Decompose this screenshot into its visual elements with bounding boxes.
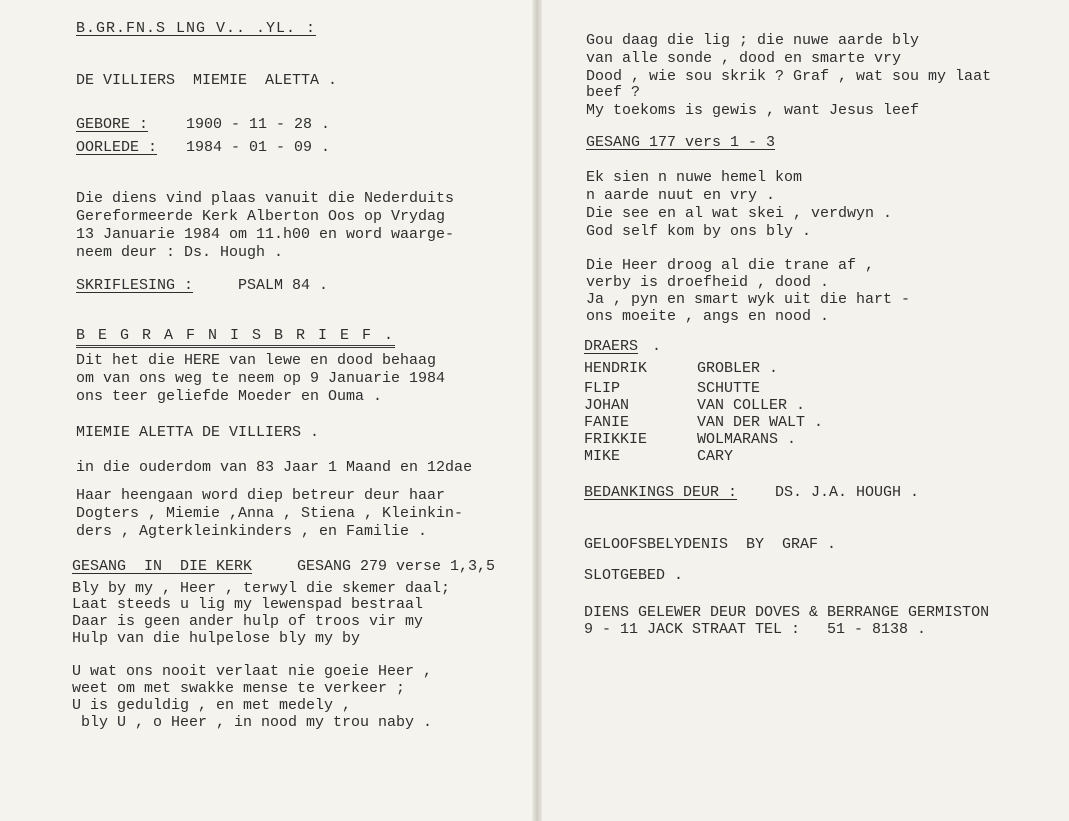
letter-heading-wrap — [76, 326, 395, 345]
hymn-line: weet om met swakke mense te verkeer ; — [72, 680, 406, 697]
service-line: neem deur : Ds. Hough . — [76, 244, 284, 261]
verse-cont-line: Gou daag die lig ; die nuwe aarde bly — [586, 32, 920, 49]
undertaker-line: 9 - 11 JACK STRAAT TEL : 51 - 8138 . — [584, 621, 927, 638]
closing-prayer: SLOTGEBED . — [584, 567, 684, 584]
hymn-line: verby is droefheid , dood . — [586, 274, 830, 291]
header-title: B.GR.FN.S LNG V.. .YL. : — [76, 20, 317, 37]
born-label: GEBORE : — [76, 116, 149, 133]
right-page — [537, 0, 1069, 821]
hymn-line: Die see en al wat skei , verdwyn . — [586, 205, 893, 222]
scripture-label: SKRIFLESING : — [76, 277, 194, 294]
hymn-line: Daar is geen ander hulp of troos vir my — [72, 613, 424, 630]
hymn-line: Ja , pyn en smart wyk uit die hart - — [586, 291, 911, 308]
hymn-line: n aarde nuut en vry . — [586, 187, 776, 204]
hymn-line: Die Heer droog al die trane af , — [586, 257, 875, 274]
letter-heading: B E G R A F N I S B R I E F . — [76, 327, 395, 348]
died-date: 1984 - 01 - 09 . — [186, 139, 331, 156]
verse-cont-line: van alle sonde , dood en smarte vry — [586, 50, 902, 67]
bearer-first: MIKE — [584, 448, 621, 465]
bearer-last: VAN DER WALT . — [697, 414, 824, 431]
verse-cont-line: beef ? — [586, 84, 641, 101]
service-line: 13 Januarie 1984 om 11.h00 en word waarge- — [76, 226, 455, 243]
bearer-first: HENDRIK — [584, 360, 648, 377]
page-fold — [532, 0, 542, 821]
bearers-heading-dot: . — [652, 338, 662, 355]
hymn-church-label: GESANG IN DIE KERK — [72, 558, 253, 575]
mourn-line: Haar heengaan word diep betreur deur haar — [76, 487, 446, 504]
age-line: in die ouderdom van 83 Jaar 1 Maand en 12dae — [76, 459, 473, 476]
hymn-line: Laat steeds u lig my lewenspad bestraal — [72, 596, 424, 613]
service-line: Die diens vind plaas vanuit die Nederduits — [76, 190, 455, 207]
verse-cont-line: My toekoms is gewis , want Jesus leef — [586, 102, 920, 119]
bearer-last: VAN COLLER . — [697, 397, 806, 414]
bearer-last: CARY — [697, 448, 734, 465]
hymn-church-value: GESANG 279 verse 1,3,5 — [297, 558, 496, 575]
deceased-name: DE VILLIERS MIEMIE ALETTA . — [76, 72, 338, 89]
bearer-first: FRIKKIE — [584, 431, 648, 448]
born-date: 1900 - 11 - 28 . — [186, 116, 331, 133]
creed-line: GELOOFSBELYDENIS BY GRAF . — [584, 536, 837, 553]
hymn-grave-heading: GESANG 177 vers 1 - 3 — [586, 134, 776, 151]
bearers-heading: DRAERS — [584, 338, 639, 355]
hymn-line: Ek sien n nuwe hemel kom — [586, 169, 803, 186]
letter-line: Dit het die HERE van lewe en dood behaag — [76, 352, 437, 369]
bearer-last: SCHUTTE — [697, 380, 761, 397]
undertaker-line: DIENS GELEWER DEUR DOVES & BERRANGE GERMISTON — [584, 604, 990, 621]
bearer-first: FLIP — [584, 380, 621, 397]
mourn-line: ders , Agterkleinkinders , en Familie . — [76, 523, 428, 540]
service-line: Gereformeerde Kerk Alberton Oos op Vrydag — [76, 208, 446, 225]
name-line: MIEMIE ALETTA DE VILLIERS . — [76, 424, 320, 441]
thanks-label: BEDANKINGS DEUR : — [584, 484, 738, 501]
hymn-line: God self kom by ons bly . — [586, 223, 812, 240]
hymn-line: U wat ons nooit verlaat nie goeie Heer , — [72, 663, 433, 680]
died-label: OORLEDE : — [76, 139, 158, 156]
bearer-last: WOLMARANS . — [697, 431, 797, 448]
thanks-value: DS. J.A. HOUGH . — [775, 484, 920, 501]
hymn-line: U is geduldig , en met medely , — [72, 697, 352, 714]
hymn-line: ons moeite , angs en nood . — [586, 308, 830, 325]
hymn-line: bly U , o Heer , in nood my trou naby . — [72, 714, 433, 731]
letter-line: ons teer geliefde Moeder en Ouma . — [76, 388, 383, 405]
hymn-line: Bly by my , Heer , terwyl die skemer daal; — [72, 580, 451, 597]
hymn-line: Hulp van die hulpelose bly my by — [72, 630, 361, 647]
letter-line: om van ons weg te neem op 9 Januarie 1984 — [76, 370, 446, 387]
scripture-value: PSALM 84 . — [238, 277, 329, 294]
bearer-first: FANIE — [584, 414, 630, 431]
verse-cont-line: Dood , wie sou skrik ? Graf , wat sou my laat — [586, 68, 992, 85]
mourn-line: Dogters , Miemie ,Anna , Stiena , Kleinkin- — [76, 505, 464, 522]
bearer-first: JOHAN — [584, 397, 630, 414]
bearer-last: GROBLER . — [697, 360, 779, 377]
